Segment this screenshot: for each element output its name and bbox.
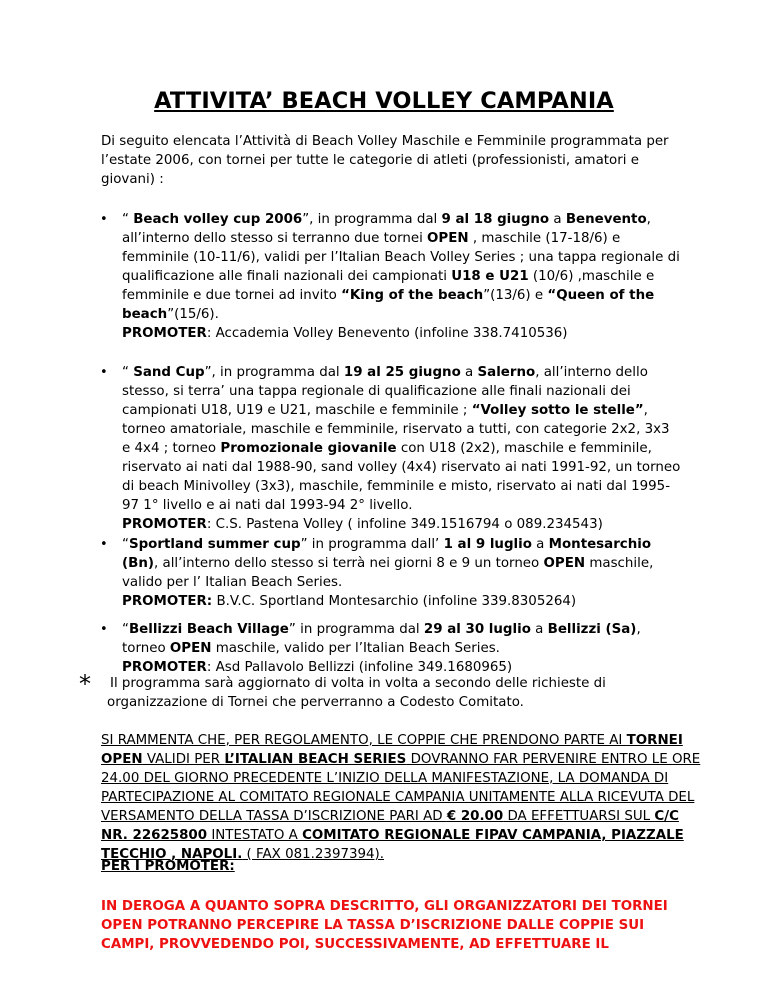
- intro-paragraph: Di seguito elencata l’Attività di Beach Volley Maschile e Femminile programmata per l’estate 2006, con tornei per tutte le categorie di atleti (professionisti, amatori e giovani) :: [101, 134, 669, 187]
- bold-text-run: “Queen of the beach: [122, 288, 655, 322]
- bold-text-run: Sand Cup: [133, 365, 205, 380]
- promoter-label: PROMOTER:: [122, 594, 213, 609]
- text-run: “: [122, 365, 134, 380]
- text-run: a: [460, 365, 478, 380]
- text-run: DOVRANNO FAR PERVENIRE ENTRO LE ORE 24.00 DEL GIORNO PRECEDENTE L’INIZIO DELLA MANIFESTAZIONE, LA DOMANDA DI PARTECIPAZIONE AL COMITATO REGIONALE CAMPANIA UNITAMENTE ALLA RICEVUTA DEL VERSAMENTO DELLA TASSA D’ISCRIZIONE PARI AD: [101, 752, 701, 824]
- bold-text-run: 9 al 18 giugno: [441, 212, 550, 227]
- promoter-separator: :: [206, 517, 216, 532]
- bold-text-run: 29 al 30 luglio: [423, 622, 531, 637]
- event-description: [122, 620, 682, 658]
- bold-text-run: OPEN: [169, 641, 212, 656]
- note-line-2: organizzazione di Tornei che perverranno a Codesto Comitato.: [107, 695, 524, 710]
- promoter-text: Asd Pallavolo Bellizzi (infoline 349.1680965): [215, 660, 513, 675]
- text-run: “: [122, 212, 134, 227]
- text-run: maschile, valido per l’Italian Beach Series.: [211, 641, 500, 656]
- text-run: ”(13/6) e: [483, 288, 548, 303]
- bold-text-run: 19 al 25 giugno: [343, 365, 461, 380]
- bold-text-run: Bellizzi Beach Village: [128, 622, 289, 637]
- bold-text-run: TORNEI OPEN: [101, 733, 683, 767]
- promoter-text: B.V.C. Sportland Montesarchio (infoline 339.8305264): [216, 594, 577, 609]
- text-run: DA EFFETTUARSI SUL: [503, 809, 655, 824]
- event-item-bellizzi: [100, 620, 682, 677]
- bold-text-run: L’ITALIAN BEACH SERIES: [224, 752, 407, 767]
- promoter-text: Accademia Volley Benevento (infoline 338.7410536): [215, 326, 568, 341]
- event-description: [122, 535, 682, 592]
- document-title: ATTIVITA’ BEACH VOLLEY CAMPANIA: [154, 88, 614, 114]
- event-description: [122, 210, 682, 324]
- bullet-icon: •: [100, 622, 108, 637]
- bold-text-run: Salerno: [477, 365, 536, 380]
- promoter-derogation-text: IN DEROGA A QUANTO SOPRA DESCRITTO, GLI ORGANIZZATORI DEI TORNEI OPEN POTRANNO PERCEPIRE LA TASSA D’ISCRIZIONE DALLE COPPIE SUI CAMPI, PROVVEDENDO POI, SUCCESSIVAMENTE, AD EFFETTUARE IL: [101, 899, 668, 952]
- event-item-benevento: [100, 210, 682, 343]
- bold-text-run: Beach volley cup 2006: [133, 212, 303, 227]
- promoter-separator: :: [206, 326, 216, 341]
- event-description: [122, 363, 682, 515]
- text-run: ”, in programma dal: [204, 365, 344, 380]
- text-run: INTESTATO A: [207, 828, 303, 843]
- bold-text-run: U18 e U21: [451, 269, 529, 284]
- bold-text-run: OPEN: [427, 231, 469, 246]
- text-run: ” in programma dal: [288, 622, 424, 637]
- bold-text-run: C/C NR. 22625800: [101, 809, 679, 843]
- bold-text-run: Sportland summer cup: [128, 537, 301, 552]
- bullet-icon: •: [100, 365, 108, 380]
- text-run: SI RAMMENTA CHE, PER REGOLAMENTO, LE COPPIE CHE PRENDONO PARTE AI: [101, 733, 627, 748]
- text-run: (10/6) ,maschile e femminile e due tornei ad invito: [122, 269, 655, 303]
- bold-text-run: Promozionale giovanile: [220, 441, 397, 456]
- text-run: , torneo: [122, 622, 641, 656]
- text-run: ( FAX 081.2397394).: [242, 847, 385, 862]
- event-item-montesarchio: [100, 535, 682, 611]
- text-run: ”, in programma dal: [302, 212, 442, 227]
- bullet-icon: •: [100, 537, 108, 552]
- text-run: a: [531, 537, 549, 552]
- bullet-icon: •: [100, 212, 108, 227]
- event-promoter: [122, 515, 682, 534]
- asterisk-icon: *: [79, 670, 91, 698]
- bold-text-run: 1 al 9 luglio: [443, 537, 532, 552]
- promoter-label: PROMOTER: [122, 326, 207, 341]
- text-run: , all’interno dello stesso si terranno due tornei: [122, 212, 651, 246]
- note-line-1: Il programma sarà aggiornato di volta in volta a secondo delle richieste di: [110, 676, 606, 691]
- text-run: con U18 (2x2), maschile e femminile, riservato ai nati dal 1988-90, sand volley (4x4) riservato ai nati 1991-92, un torneo di beach Minivolley (3x3), maschile, femminile e misto, riservato ai nati dal 1995-97 1° livello e ai nati dal 1993-94 2° livello.: [122, 441, 681, 513]
- text-run: ” in programma dall’: [300, 537, 444, 552]
- program-note: [79, 670, 699, 712]
- text-run: a: [549, 212, 566, 227]
- bold-text-run: Bellizzi (Sa): [547, 622, 637, 637]
- text-run: “: [122, 537, 129, 552]
- text-run: “: [122, 622, 129, 637]
- bold-text-run: “Volley sotto le stelle”: [471, 403, 644, 418]
- promoter-text: C.S. Pastena Volley ( infoline 349.1516794 o 089.234543): [215, 517, 603, 532]
- text-run: , torneo amatoriale, maschile e femminile, riservato a tutti, con categorie 2x2, 3x3 e 4x4 ; torneo: [122, 403, 670, 456]
- bold-text-run: “King of the beach: [341, 288, 484, 303]
- bold-text-run: € 20.00: [446, 809, 504, 824]
- promoter-label: PROMOTER: [122, 660, 207, 675]
- bold-text-run: Montesarchio (Bn): [122, 537, 652, 571]
- event-promoter: [122, 592, 682, 611]
- text-run: VALIDI PER: [142, 752, 225, 767]
- promoter-heading: PER I PROMOTER:: [101, 859, 235, 874]
- text-run: , all’interno dello stesso, si terra’ una tappa regionale di qualificazione alle finali nazionali dei campionati U18, U19 e U21, maschile e femminile ;: [122, 365, 648, 418]
- promoter-separator: :: [206, 660, 216, 675]
- bold-text-run: Benevento: [565, 212, 647, 227]
- text-run: , maschile (17-18/6) e femminile (10-11/6), validi per l’Italian Beach Volley Series ; una tappa regionale di qualificazione alle finali nazionali dei campionati: [122, 231, 680, 284]
- promoter-label: PROMOTER: [122, 517, 207, 532]
- event-promoter: [122, 324, 682, 343]
- text-run: maschile, valido per l’ Italian Beach Series.: [122, 556, 654, 590]
- text-run: a: [530, 622, 548, 637]
- bold-text-run: OPEN: [543, 556, 586, 571]
- registration-rule-paragraph: [101, 731, 701, 864]
- text-run: , all’interno dello stesso si terrà nei giorni 8 e 9 un torneo: [153, 556, 544, 571]
- text-run: ”(15/6).: [167, 307, 219, 322]
- bold-text-run: COMITATO REGIONALE FIPAV CAMPANIA, PIAZZALE TECCHIO , NAPOLI.: [101, 828, 684, 862]
- event-item-salerno: [100, 363, 682, 534]
